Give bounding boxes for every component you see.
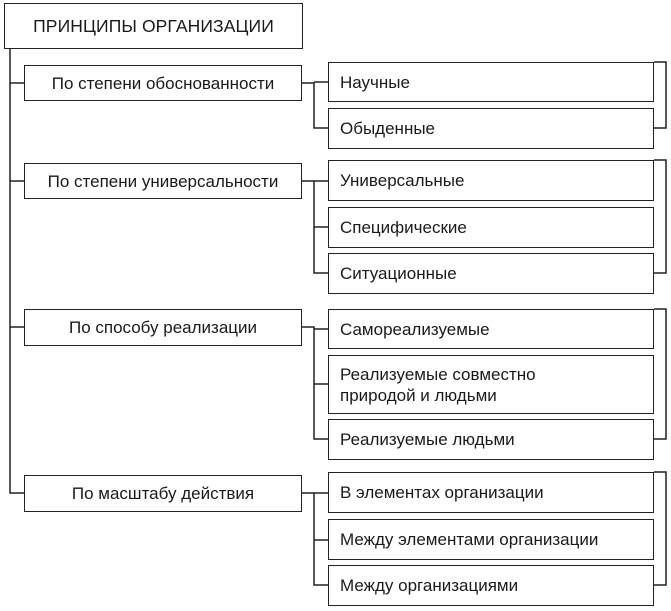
item-label: Между организациями: [340, 576, 519, 595]
item-label: Ситуационные: [340, 264, 457, 283]
item-label: Между элементами организации: [340, 530, 599, 549]
group3-right-bracket: [654, 309, 666, 439]
item-node-4-2: [328, 519, 654, 560]
item-label: Специфические: [340, 218, 467, 237]
category-node-4: По масштабу действия: [24, 475, 302, 512]
item-node-3-3: [328, 419, 654, 460]
root-node: ПРИНЦИПЫ ОРГАНИЗАЦИИ: [4, 3, 303, 49]
root-trunk-line: [10, 49, 24, 493]
group2-right-bracket: [654, 160, 666, 273]
item-node-3-2: [328, 355, 654, 414]
group1-trunk-line: [302, 83, 328, 128]
item-label: Реализуемые людьми: [340, 430, 515, 449]
item-node-3-1: [328, 309, 654, 349]
group1-right-bracket: [654, 62, 666, 128]
item-label: Научные: [340, 72, 410, 92]
item-label: Реализуемые совместно природой и людьми: [340, 364, 536, 405]
item-label: Универсальные: [340, 171, 465, 190]
item-label: В элементах организации: [340, 483, 544, 502]
category-node-3: По способу реализации: [24, 309, 302, 346]
item-node-1-2: [328, 108, 654, 149]
item-label: Обыденные: [340, 119, 436, 138]
group4-right-bracket: [654, 472, 666, 585]
item-node-2-3: [328, 253, 654, 294]
item-label: Самореализуемые: [340, 319, 490, 339]
item-node-4-3: [328, 565, 654, 606]
item-node-1-1: [328, 62, 654, 102]
category-node-2: По степени универсальности: [24, 163, 302, 199]
item-node-2-2: [328, 207, 654, 248]
item-node-2-1: [328, 160, 654, 201]
group3-trunk-line: [302, 327, 328, 439]
category-node-1: По степени обоснованности: [24, 65, 302, 101]
item-node-4-1: [328, 472, 654, 513]
group4-trunk-line: [302, 493, 328, 585]
